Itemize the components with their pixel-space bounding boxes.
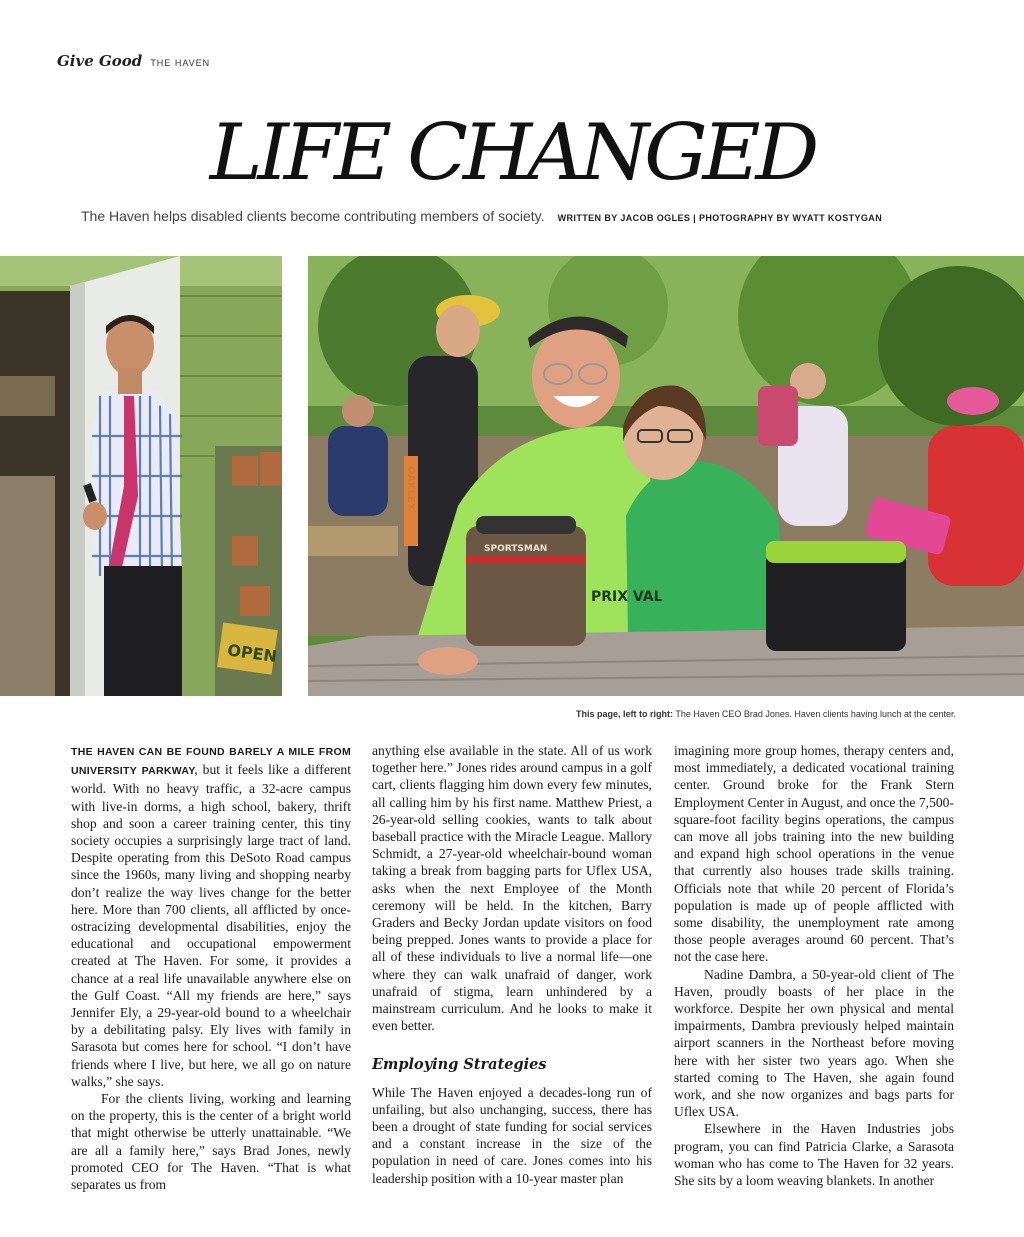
lede-caps: THE HAVEN CAN BE FOUND BARELY A MILE FROM UNIVERSITY PARKWAY,: [71, 746, 351, 778]
byline: WRITTEN BY JACOB OGLES | PHOTOGRAPHY BY WYATT KOSTYGAN: [557, 213, 883, 223]
paragraph: While The Haven enjoyed a decades-long run of unfailing, but also unchanging, success, there has been a drought of state funding for social services and a constant increase in the size of the population in need of care. Jones comes into his leadership position with a 10-year master plan: [372, 1084, 652, 1186]
article-title: LIFE CHANGED: [209, 108, 815, 198]
subhead: Employing Strategies: [372, 1056, 547, 1074]
lede-rest: but it feels like a different world. With no heavy traffic, a 32-acre campus with live-in dorms, a high school, bakery, thrift shop and soon a career training center, this tiny society occupies a surprisingly large tract of land. Despite operating from this DeSoto Road campus since the 1960s, many living and shopping nearby don’t realize the way lives change for the better here. More than 700 clients, all afflicted by once-ostracizing developmental disabilities, enjoy the educational and occupational empowerment created at The Haven. For some, it provides a chance at a real life unavailable anywhere else on the Gulf Coast. “All my friends are here,” says Jennifer Ely, a 29-year-old bound to a wheelchair by a debilitating palsy. Ely lives with family in Sarasota but comes here for school. “I don’t have friends where I live, but here, we all go on nature walks,” she says.: [71, 762, 351, 1089]
paragraph: Elsewhere in the Haven Industries jobs program, you can find Patricia Clarke, a Sarasota woman who has come to The Haven for 32 years. She sits by a loom weaving blankets. In another: [674, 1121, 954, 1189]
article-column-1: [71, 742, 351, 1193]
paragraph: imagining more group homes, therapy centers and, most immediately, a dedicated vocational training center. Ground broke for the Frank Stern Employment Center in August, and once the 7,500-square-foot facility begins operations, the campus can move all jobs training into the new building and expand high school operations in the venue that currently also houses trade skills training. Officials note that while 20 percent of Florida’s population is made up of people afflicted with some disability, the unemployment rate among those people averages around 60 percent. That’s not the case here.: [674, 743, 954, 965]
shirt-print-text: PRIX VAL: [591, 589, 663, 605]
magazine-section-brand: Give Good: [57, 52, 143, 70]
paragraph: Nadine Dambra, a 50-year-old client of The Haven, proudly boasts of her place in the workforce. Despite her own physical and mental impairments, Dambra previously helped maintain airport scanners in the Northeast before moving here with her sister two years ago. When she started coming to The Haven, she again found work, and she now organizes and bags parts for Uflex USA.: [674, 966, 954, 1120]
photo-ceo-portrait: [0, 256, 282, 696]
paragraph: For the clients living, working and learning on the property, this is the center of a bright world that might otherwise be utterly unattainable. “We are all a family here,” says Brad Jones, newly promoted CEO for The Haven. “That is what separates us from: [71, 1091, 351, 1193]
open-sign-text: OPEN: [226, 640, 279, 667]
article-column-3: [674, 742, 954, 1189]
section-label: THE HAVEN: [150, 58, 211, 68]
paragraph: [71, 742, 351, 1090]
caption-lead: This page, left to right:: [576, 709, 673, 719]
cap-brand-text: OAKLEY: [405, 466, 416, 511]
clients-lunch-illustration: [308, 256, 1024, 696]
photo-caption: [400, 709, 956, 719]
page-header: [57, 52, 210, 72]
dek-text: The Haven helps disabled clients become contributing members of society.: [81, 208, 545, 224]
article-column-2: [372, 742, 652, 1187]
photo-clients-lunch: [308, 256, 1024, 696]
paragraph: anything else available in the state. All of us work together here.” Jones rides around campus in a golf cart, clients flagging him down every few minutes, all calling him by his first name. Matthew Priest, a 26-year-old selling cookies, wants to talk about baseball practice with the Miracle League. Mallory Schmidt, a 27-year-old wheelchair-bound woman taking a break from bagging parts for Uflex USA, asks when the next Employee of the Month ceremony will be held. In the kitchen, Barry Graders and Becky Jordan update visitors on food being prepped. Jones wants to provide a place for all of these individuals to live a normal life—one where they can walk unafraid of danger, work unafraid of stigma, learn unhindered by a mainstream curriculum. And he looks to make it even better.: [372, 743, 652, 1034]
article-dek: [81, 206, 981, 225]
bag-brand-text: SPORTSMAN: [484, 544, 548, 554]
ceo-portrait-illustration: [0, 256, 282, 696]
caption-text: The Haven CEO Brad Jones. Haven clients having lunch at the center.: [673, 709, 956, 719]
